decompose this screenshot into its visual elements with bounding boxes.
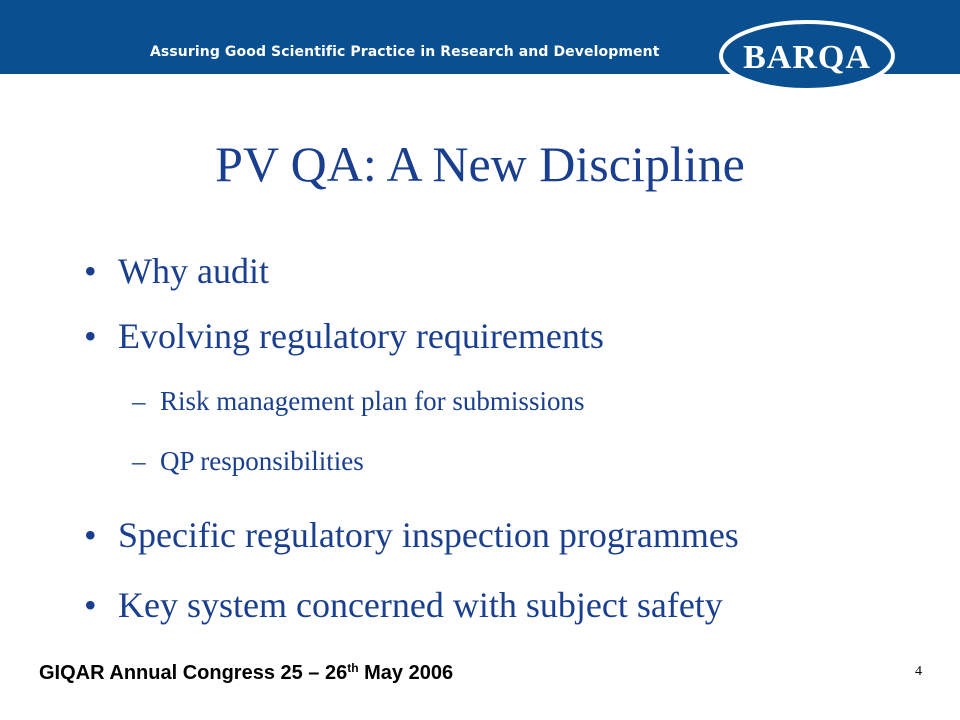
footer-event-suffix: May 2006 <box>358 662 454 684</box>
sub-bullet-item <box>132 386 585 417</box>
page-number: 4 <box>915 664 922 679</box>
barqa-logo-text: BARQA <box>743 39 871 76</box>
bullet-marker: • <box>84 251 97 291</box>
bullet-text: Key system concerned with subject safety <box>118 585 723 625</box>
sub-bullet-text: Risk management plan for submissions <box>160 386 585 416</box>
bullet-item <box>84 315 604 357</box>
slide-title: PV QA: A New Discipline <box>215 136 745 192</box>
sub-bullet-text: QP responsibilities <box>160 446 364 476</box>
footer-event <box>39 661 453 685</box>
bullet-marker: • <box>84 585 97 625</box>
sub-bullet-item <box>132 446 364 477</box>
sub-bullet-marker: – <box>132 386 146 416</box>
bullet-item <box>84 250 269 292</box>
footer-event-prefix: GIQAR Annual Congress 25 – 26 <box>39 662 348 684</box>
bullet-text: Why audit <box>118 251 269 291</box>
sub-bullet-marker: – <box>132 446 146 476</box>
bullet-text: Specific regulatory inspection programmes <box>118 515 739 555</box>
bullet-item <box>84 584 723 626</box>
bullet-text: Evolving regulatory requirements <box>118 316 604 356</box>
bullet-marker: • <box>84 316 97 356</box>
bullet-marker: • <box>84 515 97 555</box>
footer-event-sup: th <box>347 661 359 675</box>
bullet-item <box>84 514 739 556</box>
header-tagline: Assuring Good Scientific Practice in Research and Development <box>150 44 660 60</box>
